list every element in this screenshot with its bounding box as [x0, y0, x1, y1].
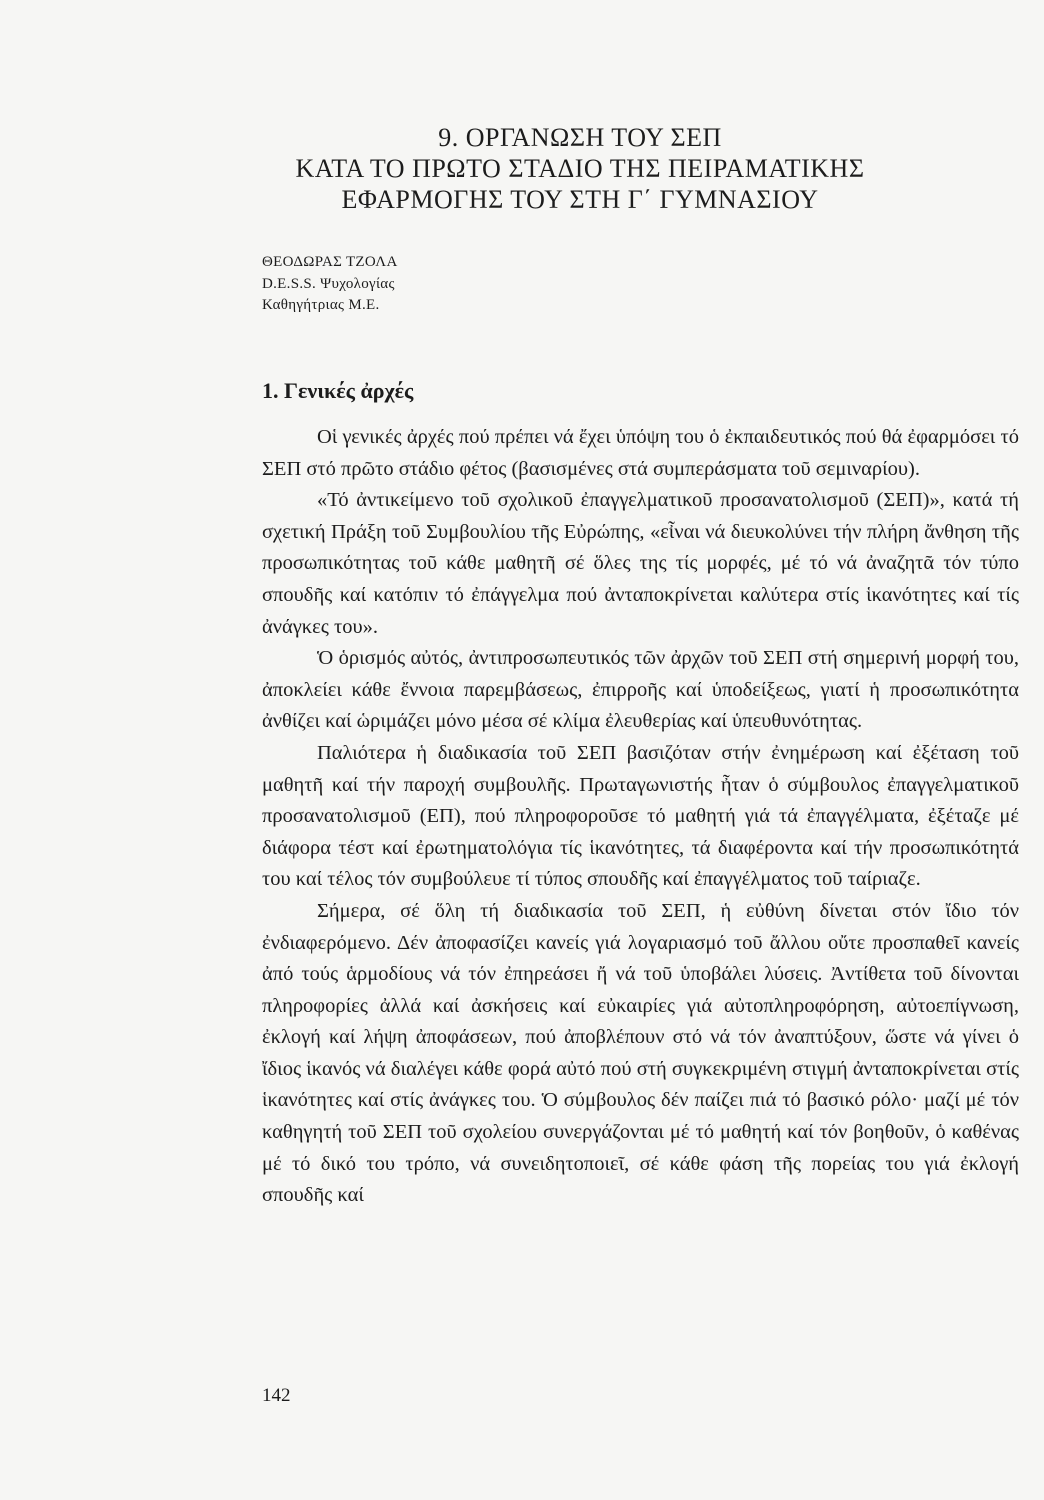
body-text [262, 422, 1019, 1212]
page-number: 142 [262, 1385, 291, 1406]
author-name: ΘΕΟΔΩΡΑΣ ΤΖΟΛΑ [262, 254, 398, 270]
chapter-title-line-3: ΕΦΑΡΜΟΓΗΣ ΤΟΥ ΣΤΗ Γ΄ ΓΥΜΝΑΣΙΟΥ [341, 185, 819, 214]
chapter-title-line-1: 9. ΟΡΓΑΝΩΣΗ ΤΟΥ ΣΕΠ [438, 123, 722, 152]
paragraph: Ὁ ὁρισμός αὐτός, ἀντιπροσωπευτικός τῶν ἀρχῶν τοῦ ΣΕΠ στή σημερινή μορφή του, ἀποκλείει κάθε ἔννοια παρεμβάσεως, ἐπιρροῆς καί ὑποδείξεως, γιατί ἡ προσωπικότητα ἀνθίζει καί ὡριμάζει μόνο μέσα σέ κλίμα ἐλευθερίας καί ὑπευθυνότητας. [262, 647, 1019, 733]
section-heading: 1. Γενικές ἀρχές [262, 378, 414, 403]
author-degree: D.E.S.S. Ψυχολογίας [262, 275, 395, 292]
chapter-title-line-2: ΚΑΤΑ ΤΟ ΠΡΩΤΟ ΣΤΑΔΙΟ ΤΗΣ ΠΕΙΡΑΜΑΤΙΚΗΣ [295, 154, 865, 183]
paragraph: «Τό ἀντικείμενο τοῦ σχολικοῦ ἐπαγγελματικοῦ προσανατολισμοῦ (ΣΕΠ)», κατά τή σχετική Πράξη τοῦ Συμβουλίου τῆς Εὐρώπης, «εἶναι νά διευκολύνει τήν πλήρη ἄνθηση τῆς προσωπικότητας τοῦ κάθε μαθητῆ σέ ὅλες της τίς μορφές, μέ τό νά ἀναζητᾶ τόν τύπο σπουδῆς καί κατόπιν τό ἐπάγγελμα πού ἀνταποκρίνεται καλύτερα στίς ἱκανότητες καί τίς ἀνάγκες του». [262, 489, 1019, 638]
author-role: Καθηγήτριας Μ.Ε. [262, 297, 380, 313]
author-block [262, 252, 398, 317]
paragraph: Οἱ γενικές ἀρχές πού πρέπει νά ἔχει ὑπόψη του ὁ ἐκπαιδευτικός πού θά ἐφαρμόσει τό ΣΕΠ στό πρῶτο στάδιο φέτος (βασισμένες στά συμπεράσματα τοῦ σεμιναρίου). [262, 426, 1019, 480]
paragraph: Σήμερα, σέ ὅλη τή διαδικασία τοῦ ΣΕΠ, ἡ εὐθύνη δίνεται στόν ἴδιο τόν ἐνδιαφερόμενο. Δέν ἀποφασίζει κανείς γιά λογαριασμό τοῦ ἄλλου οὔτε προσπαθεῖ κανείς ἀπό τούς ἁρμοδίους νά τόν ἐπηρεάσει ἤ νά τοῦ ὑποβάλει λύσεις. Ἀντίθετα τοῦ δίνονται πληροφορίες ἀλλά καί ἀσκήσεις καί εὐκαιρίες γιά αὐτοπληροφόρηση, αὐτοεπίγνωση, ἐκλογή καί λήψη ἀποφάσεων, πού ἀποβλέπουν στό νά τόν ἀναπτύξουν, ὥστε νά γίνει ὁ ἴδιος ἱκανός νά διαλέγει κάθε φορά αὐτό πού στή συγκεκριμένη στιγμή ἀνταποκρίνεται στίς ἱκανότητες καί στίς ἀνάγκες του. Ὁ σύμβουλος δέν παίζει πιά τό βασικό ρόλο· μαζί μέ τόν καθηγητή τοῦ ΣΕΠ τοῦ σχολείου συνεργάζονται μέ τό μαθητή καί τόν βοηθοῦν, ὁ καθένας μέ τό δικό του τρόπο, νά συνειδητοποιεῖ, σέ κάθε φάση τῆς πορείας του γιά ἐκλογή σπουδῆς καί [262, 899, 1019, 1207]
paragraph: Παλιότερα ἡ διαδικασία τοῦ ΣΕΠ βασιζόταν στήν ἐνημέρωση καί ἐξέταση τοῦ μαθητῆ καί τήν παροχή συμβουλῆς. Πρωταγωνιστής ἦταν ὁ σύμβουλος ἐπαγγελματικοῦ προσανατολισμοῦ (ΕΠ), πού πληροφοροῦσε τό μαθητή γιά τά ἐπαγγέλματα, ἐξέταζε μέ διάφορα τέστ καί ἐρωτηματολόγια τίς ἱκανότητες, τά διαφέροντα καί τήν προσωπικότητά του καί τέλος τόν συμβούλευε τί τύπος σπουδῆς καί ἐπαγγέλματος τοῦ ταίριαζε. [262, 741, 1019, 891]
chapter-title [150, 122, 1010, 215]
